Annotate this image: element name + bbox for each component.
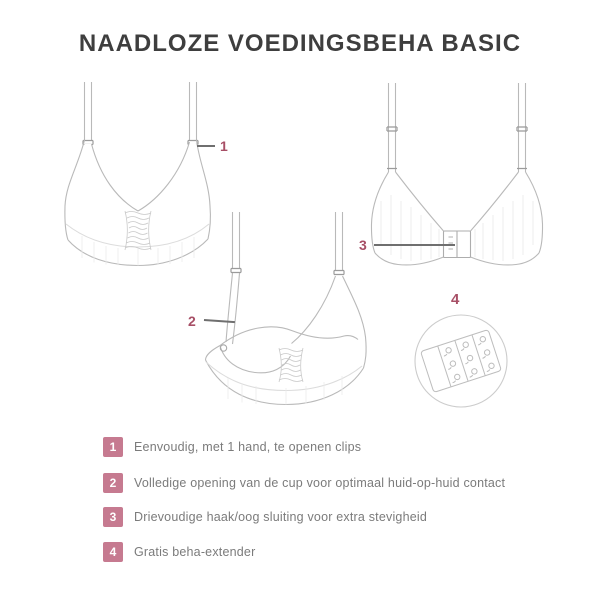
legend-item-1 <box>103 437 361 457</box>
legend-text-1: Eenvoudig, met 1 hand, te openen clips <box>134 440 362 454</box>
bra-open-cup-figure <box>194 210 376 412</box>
legend-text-3: Drievoudige haak/oog sluiting voor extra stevigheid <box>134 510 428 524</box>
legend-badge-3: 3 <box>103 507 123 527</box>
callout-number-1: 1 <box>220 138 228 154</box>
legend-text-2: Volledige opening van de cup voor optimaal huid-op-huid contact <box>134 476 506 490</box>
legend-badge-4: 4 <box>103 542 123 562</box>
callout-line-3 <box>374 244 455 246</box>
callout-number-2: 2 <box>188 313 196 329</box>
bra-back-view-illustration <box>365 83 557 285</box>
bra-extender-figure <box>412 312 510 410</box>
page-title: NAADLOZE VOEDINGSBEHA BASIC <box>78 30 522 57</box>
callout-number-4: 4 <box>451 291 460 308</box>
legend-item-4 <box>103 542 255 562</box>
bra-front-view-illustration <box>62 82 214 278</box>
legend-badge-1: 1 <box>103 437 123 457</box>
bra-front-view-figure <box>62 82 214 278</box>
callout-line-1 <box>197 145 215 147</box>
legend-item-3 <box>103 507 427 527</box>
bra-open-cup-illustration <box>194 210 376 412</box>
bra-back-view-figure <box>365 83 557 285</box>
legend-item-2 <box>103 473 505 493</box>
callout-number-3: 3 <box>359 237 367 253</box>
bra-extender-illustration <box>412 312 510 410</box>
legend-text-4: Gratis beha-extender <box>134 545 256 559</box>
legend-badge-2: 2 <box>103 473 123 493</box>
